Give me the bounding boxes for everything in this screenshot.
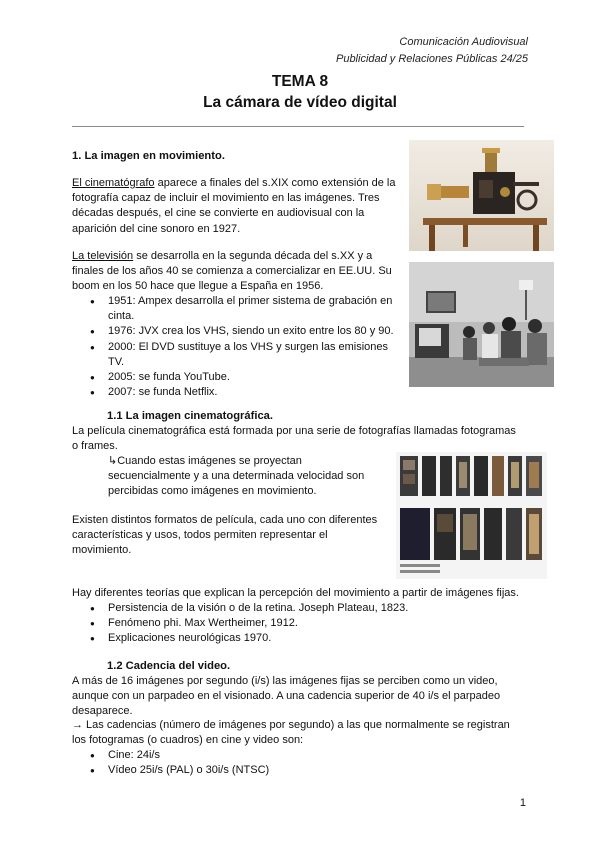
term-television: La televisión [72,250,134,262]
document-title: TEMA 8 [271,73,329,90]
list-item: ● Explicaciones neurológicas 1970. [90,631,520,646]
section-1-2-heading: 1.2 Cadencia del video. [107,660,231,672]
section-1-1-heading: 1.1 La imagen cinematográfica. [107,410,274,422]
paragraph-cinematografo: El cinematógrafo aparece a finales del s.XIX como extensión de la fotografía capaz de incluir el movimiento en las imágenes. Tres décadas después, el cine se convierte en audiovisual con la aparición del cine sonoro en 1927. [72,177,396,235]
section-1-heading: 1. La imagen en movimiento. [72,150,225,162]
list-item: ● Fenómeno phi. Max Wertheimer, 1912. [90,616,520,631]
paragraph-cadencias-registro: → Las cadencias (número de imágenes por segundo) a las que normalmente se registran los fotogramas (o cuadros) en cine y video son: [72,719,510,747]
theories-list [90,601,520,647]
list-item: ● 1976: JVX crea los VHS, siendo un exito entre los 80 y 90. [90,324,405,339]
header-degree: Publicidad y Relaciones Públicas 24/25 [335,53,528,65]
history-list [90,294,405,400]
list-item: ● Cine: 24i/s [90,748,520,763]
cinematograph-photo [409,140,554,251]
term-cinematografo: El cinematógrafo [72,177,155,189]
note-proyeccion: ↳Cuando estas imágenes se proyectan secuencialmente y a una determinada velocidad son percibidas como imágenes en movimiento. [108,455,365,498]
list-item: ● 2000: El DVD sustituye a los VHS y surgen las emisiones TV. [90,340,405,370]
paragraph-television: La televisión se desarrolla en la segunda década del s.XX y a finales de los años 40 se comienza a comercializar en EE.UU. Su boom en los 50 hace que llegue a España en 1956. [72,250,392,293]
framerates-list [90,748,520,778]
list-item: ● Vídeo 25i/s (PAL) o 30i/s (NTSC) [90,763,520,778]
list-item: ● Persistencia de la visión o de la retina. Joseph Plateau, 1823. [90,601,520,616]
title-divider [72,126,524,127]
television-family-photo [409,262,554,387]
paragraph-cadencia: A más de 16 imágenes por segundo (i/s) las imágenes fijas se perciben como un video, aunque con un parpadeo en el visionado. A una cadencia superior de 40 i/s el parpadeo desaparece. [72,675,501,718]
page-number: 1 [519,797,526,809]
list-item: ● 1951: Ampex desarrolla el primer sistema de grabación en cinta. [90,294,405,324]
list-item: ● 2007: se funda Netflix. [90,385,405,400]
list-item: ● 2005: se funda YouTube. [90,370,405,385]
header-course: Comunicación Audiovisual [399,36,528,48]
paragraph-formatos: Existen distintos formatos de película, cada uno con diferentes características y usos, todos permiten representar el movimiento. [72,514,378,557]
paragraph-teorias: Hay diferentes teorías que explican la percepción del movimiento a partir de imágenes fijas. [72,587,519,599]
document-subtitle: La cámara de vídeo digital [203,94,397,111]
film-formats-image [396,452,547,579]
paragraph-pelicula: La película cinematográfica está formada por una serie de fotografías llamadas fotogramas o frames. [72,425,516,453]
